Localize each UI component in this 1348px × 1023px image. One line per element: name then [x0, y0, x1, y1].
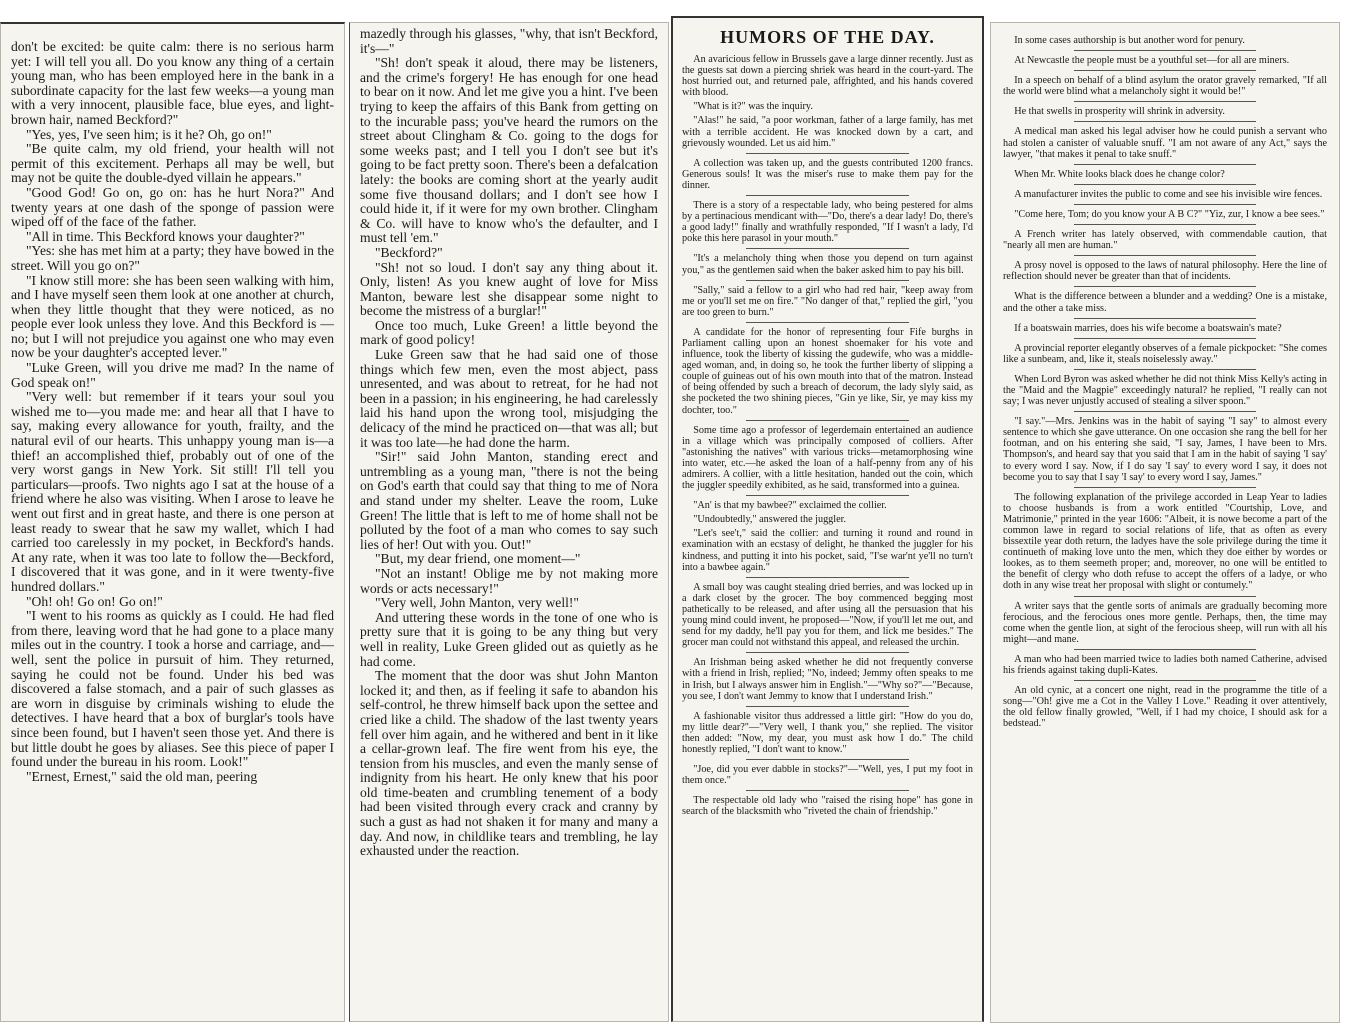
humor-item: An Irishman being asked whether he did not frequently converse with a friend in Irish, replied; "No, indeed; Jemmy often speaks to me in Irish, but I always answer him in English."—"Why so?"—"Because, you see, I don't want Jemmy to know that I understand Irish." [682, 657, 973, 702]
item-divider [1074, 286, 1255, 287]
humor-item: A French writer has lately observed, with commendable caution, that "nearly all men are human." [1003, 229, 1327, 252]
section-title: HUMORS OF THE DAY. [720, 27, 935, 47]
humor-item: A medical man asked his legal adviser how he could punish a servant who had stolen a canister of valuable snuff. "I am not aware of any Act," says the lawyer, "that makes it penal to take snuff." [1003, 126, 1327, 160]
item-divider [1074, 338, 1255, 339]
paragraph: "Luke Green, will you drive me mad? In the name of God speak on!" [11, 360, 334, 390]
humor-item: A fashionable visitor thus addressed a little girl: "How do you do, my little dear?"—"Very well, I thank you," she replied. The visitor then added: "Now, my dear, you must ask how I do." The child honestly replied, "I don't want to know." [682, 710, 973, 755]
paragraph: "Yes, yes, I've seen him; is it he? Oh, go on!" [25, 126, 272, 142]
item-divider [1074, 164, 1255, 165]
item-divider [1074, 101, 1255, 102]
item-divider [1074, 411, 1255, 412]
column-1 [0, 22, 345, 1022]
item-divider [1074, 50, 1255, 51]
humor-item: "Undoubtedly," answered the juggler. [693, 514, 847, 526]
item-divider [746, 495, 909, 496]
humor-item: A small boy was caught stealing dried berries, and was locked up in a dark closet by the grocer. The boy commenced begging most pathetically to be released, and after using all the persuasion that his young mind could invent, he proposed—"Now, if you'll let me out, and send for my daddy, he'll pay you for them, and lick me besides." The grocer man could not withstand this appeal, and released the urchin. [682, 581, 973, 649]
paragraph: "Sir!" said John Manton, standing erect and untrembling as a young man, "there is not the being on God's earth that could say that thing to me of Nora and stand under my shelter. Leave the room, Luke Green! The little that is left to me of home shall not be polluted by the foot of a man who comes to say such lies of her! Out with you. Out!" [360, 449, 658, 552]
humor-item: A writer says that the gentle sorts of animals are gradually becoming more ferocious, and the ferocious ones more gentle. Perhaps, then, the time may come when the gentle lion, at sight of the ferocious sheep, will run with all his might—and mane. [1003, 600, 1327, 645]
humor-item: In a speech on behalf of a blind asylum the orator gravely remarked, "If all the world were blind what a melancholy sight it would be!" [1003, 75, 1327, 98]
humor-item: If a boatswain marries, does his wife become a boatswain's mate? [1014, 322, 1282, 334]
humor-item: A manufacturer invites the public to come and see his invisible wire fences. [1014, 188, 1323, 200]
item-divider [1074, 369, 1255, 370]
item-divider [746, 248, 909, 249]
paragraph: "Sh! don't speak it aloud, there may be listeners, and the crime's forgery! He has enough for one head to bear on it now. And let me give you a hint. I've been trying to keep the affairs of this Bank from getting on to the incurable pass; you've heard the rumors on the street about Clingham & Co. going to the dogs for some weeks past; and I tell you I don't see but it's going to be fact pretty soon. There's been a defalcation lately: the books are coming short at the yearly audit some five thousand dollars; and I don't see how I could hide it, if it were for my own brother. Clingham & Co. will have to know who's the defaulter, and I must tell 'em." [360, 55, 658, 246]
humor-item: Some time ago a professor of legerdemain entertained an audience in a village which was principally composed of colliers. After "astonishing the natives" with various tricks—metamorphosing wine into water, etc.—he asked the loan of a half-penny from any of his admirers. A collier, with a little hesitation, handed out the coin, which the juggler speedily exhibited, as he said, transformed into a guinea. [682, 424, 973, 492]
humor-item: The following explanation of the privilege accorded in Leap Year to ladies to choose husbands is from a work entitled "Courtship, Love, and Matrimonie," printed in the year 1606: "Albeit, it is nowe become a part of the common lawe in regard to social relations of life, that as often as every bissextile year doth return, the ladyes have the sole privilege during the time it continueth of making love unto the men, which they doe either by wordes or lookes, as to them seemeth proper; and, moreover, no one will be entitled to the benefit of clergy who doth refuse to accept the offers of a ladye, or who doth in any wise treat her proposal with slight or contumely." [1003, 491, 1327, 592]
humor-item: An avaricious fellow in Brussels gave a large dinner recently. Just as the guests sat down a piercing shriek was heard in the court-yard. The host hurried out, and returned pale, affrighted, and his hands covered with blood. [682, 54, 974, 99]
humor-item: "I say."—Mrs. Jenkins was in the habit of saying "I say" to almost every sentence to which she gave utterance. On one occasion she rang the bell for her footman, and on his entering she said, "I say, James, I have been to Mrs. Thompson's, and heard say that you said that I am in the habit of saying 'I say' to every word I say. Now, if I do say 'I say' to every word I say, it does not become you to say that I say 'I say' to every word I say, James." [1003, 416, 1327, 483]
paragraph: "Very well: but remember if it tears your soul you wished me to—you made me: and hear all that I have to say, making every allowance for youth, frailty, and the natural evil of our hearts. This unhappy young man is—a thief! an accomplished thief, probably out of one of the very worst gangs in New York. Sit still! I'll tell you particulars—proofs. Two nights ago I sat at the house of a friend where he also was visiting. When I arose to leave he went out first and in great haste, and there is one person at least ready to swear that he saw my wallet, which I had carried too carelessly in my pocket, in Beckford's hands. At any rate, when it was too late to follow the—Beckford, I discovered that it was gone, and in it were twenty-five hundred dollars." [11, 389, 334, 594]
paragraph: "All in time. This Beckford knows your daughter?" [25, 228, 305, 244]
column-4-humors-continued [990, 22, 1340, 1023]
humor-item: What is the difference between a blunder and a wedding? One is a mistake, and the other a take miss. [1003, 291, 1327, 314]
item-divider [746, 759, 909, 760]
item-divider [1074, 204, 1255, 205]
item-divider [746, 280, 909, 281]
paragraph: "Not an instant! Oblige me by not making more words or acts necessary!" [360, 565, 658, 596]
humor-item: At Newcastle the people must be a youthful set—for all are miners. [1014, 55, 1290, 67]
humor-item: A collection was taken up, and the guests contributed 1200 francs. Generous souls! It was the miser's ruse to make them pay for the dinner. [682, 157, 973, 191]
item-divider [746, 790, 909, 791]
humor-item: He that swells in prosperity will shrink in adversity. [1014, 106, 1225, 118]
paragraph: don't be excited: be quite calm: there is no serious harm yet: I will tell you all. Do you know any thing of a certain young man, who has been employed here in the bank in a subordinate capacity for the last few weeks—a young man with a very innocent, plausible face, blue eyes, and light-brown hair, named Beckford?" [11, 39, 334, 127]
paragraph: Once too much, Luke Green! a little beyond the mark of good policy! [360, 317, 658, 348]
paragraph: "Sh! not so loud. I don't say any thing about it. Only, listen! As you knew aught of love for Miss Manton, beware lest she disappear some night to become the mistress of a burglar!" [360, 259, 658, 319]
humor-item: "An' is that my bawbee?" exclaimed the collier. [693, 500, 887, 512]
paragraph: "I went to his rooms as quickly as I could. He had fled from there, leaving word that he had gone to a place many miles out in the country. I took a horse and carriage, and—well, sent the police in pursuit of him. They returned, saying he could not be found. Under his bed was discovered a false stomach, and a pair of such glasses as are worn in disguise by criminals wishing to elude the detectives. I have heard that a box of burglar's tools have since been found, but I haven't seen those yet. And there is but little doubt he goes by aliases. See this piece of paper I found under the bureau in his room. Look!" [11, 608, 334, 770]
item-divider [1074, 649, 1255, 650]
humor-item: "What is it?" was the inquiry. [693, 101, 813, 113]
humor-item: "Joe, did you ever dabble in stocks?"—"Well, yes, I put my foot in them once." [682, 764, 973, 787]
item-divider [746, 706, 909, 707]
paragraph: "I know still more: she has been seen walking with him, and I have myself seen them look at one another at church, when they little thought that they were noticed, as no people ever look unless they love. And this Beckford is —no; but I will not prejudice you against one who may even now be your daughter's accepted lever." [11, 272, 334, 361]
humor-item: A prosy novel is opposed to the laws of natural philosophy. Here the line of reflection should never be greater than that of incidents. [1003, 260, 1327, 283]
item-divider [746, 195, 909, 196]
item-divider [1074, 680, 1255, 681]
item-divider [1074, 487, 1255, 488]
paragraph: The moment that the door was shut John Manton locked it; and then, as if feeling it safe to abandon his self-control, he threw himself back upon the settee and cried like a child. The shadow of the last twenty years fell over him again, and he withered and bent in it like a cellar-grown leaf. The fire went from his eye, the tension from his muscles, and even the manly sense of indignity from his heart. He only knew that his poor old time-beaten and crumbling tenement of a body had been visited through every crack and cranny by such a gust as had not shaken it for many and many a day. And now, in childlike tears and trembling, he lay exhausted under the reaction. [360, 668, 658, 859]
humor-item: A candidate for the honor of representing four Fife burghs in Parliament calling upon an honest shoemaker for his vote and influence, took the liberty of kissing the gudewife, who was a middle-aged woman, and, in doing so, he took the further liberty of slipping a couple of guineas out of his own mouth into that of the matron. Instead of being offended by such a breach of decorum, the lady slyly said, as she pocketed the two shining pieces, "Gin ye like, Sir, ye may kiss my dochter, too." [682, 326, 973, 416]
humor-item: When Lord Byron was asked whether he did not think Miss Kelly's acting in the "Maid and the Magpie" exceedingly natural? he replied, "I really can not say; I was never unjustly accused of stealing a silver spoon." [1003, 373, 1327, 408]
humor-item: "It's a melancholy thing when those you depend on turn against you," as the gentlemen said when the baker asked him to pay his bill. [682, 253, 973, 276]
item-divider [1074, 184, 1255, 185]
paragraph: "Beckford?" [374, 244, 443, 260]
humor-item: "Come here, Tom; do you know your A B C?" "Yiz, zur, I know a bee sees." [1014, 208, 1325, 220]
humor-item: "Let's see't," said the collier: and turning it round and round in examination with an ecstasy of delight, he thanked the juggler for his kindness, and putting it into his pocket, said, "I'se war'nt ye'll no turn't into a bawbee again." [682, 528, 973, 573]
humor-item: "Alas!" he said, "a poor workman, father of a large family, has met with a terrible accident. He was knocked down by a cart, and grievously wounded. Let us aid him." [682, 115, 973, 149]
item-divider [1074, 121, 1255, 122]
column-3-humors [671, 16, 984, 1022]
item-divider [746, 153, 909, 154]
humor-item: The respectable old lady who "raised the rising hope" has gone in search of the blacksmith who "riveted the chain of friendship." [682, 795, 973, 818]
item-divider [1074, 255, 1255, 256]
item-divider [746, 322, 909, 323]
paragraph: "But, my dear friend, one moment—" [374, 551, 581, 567]
paragraph: mazedly through his glasses, "why, that isn't Beckford, it's—" [360, 26, 658, 56]
humor-item: A man who had been married twice to ladies both named Catherine, advised his friends against taking dupli-Kates. [1003, 653, 1327, 677]
paragraph: "Oh! oh! Go on! Go on!" [25, 593, 163, 609]
paragraph: Luke Green saw that he had said one of those things which few men, even the most abject, pass unresented, and was about to retreat, for he had not been in a passion; in his engineering, he had carelessly laid his hand upon the wrong tool, misjudging the delicacy of the mind he practiced on—that was all; but it was too late—he had done the harm. [360, 347, 658, 450]
column-2 [349, 22, 669, 1022]
item-divider [1074, 224, 1255, 225]
item-divider [746, 652, 909, 653]
humor-item: When Mr. White looks black does he change color? [1014, 168, 1225, 180]
paragraph: "Be quite calm, my old friend, your health will not permit of this excitement. Perhaps all may be well, but may not be quite the double-dyed villain he appears." [11, 141, 334, 186]
humor-item: A provincial reporter elegantly observes of a female pickpocket: "She comes like a sunbeam, and, like it, steals noiselessly away." [1003, 342, 1327, 365]
paragraph: "Ernest, Ernest," said the old man, peering [25, 768, 258, 784]
item-divider [1074, 596, 1255, 597]
paragraph: "Good God! Go on, go on: has he hurt Nora?" And twenty years at one dash of the sponge of passion were wiped off of the face of the father. [11, 184, 334, 230]
item-divider [746, 420, 909, 421]
humor-item: An old cynic, at a concert one night, read in the programme the title of a song—"Oh! give me a Cot in the Valley I Love." Reading it over attentively, the old fellow finally growled, "Well, if I had my choice, I should ask for a bedstead." [1003, 685, 1327, 730]
item-divider [1074, 318, 1255, 319]
humor-item: There is a story of a respectable lady, who being pestered for alms by a pertinacious mendicant with—"Do, there's a dear lady! Do, there's a good lady!" finally and wrathfully responded, "If I wasn't a lady, I'd poke this here parasol in your mouth." [682, 200, 973, 245]
humor-item: "Sally," said a fellow to a girl who had red hair, "keep away from me or you'll set me on fire." "No danger of that," replied the girl, "you are too green to burn." [682, 284, 973, 318]
paragraph: And uttering these words in the tone of one who is pretty sure that it is going to be any thing but very well in reality, Luke Green glided out as quietly as he had come. [360, 609, 658, 669]
paragraph: "Yes: she has met him at a party; they have bowed in the street. Will you go on?" [11, 243, 334, 273]
item-divider [1074, 70, 1255, 71]
paragraph: "Very well, John Manton, very well!" [374, 595, 579, 611]
item-divider [746, 577, 909, 578]
humor-item: In some cases authorship is but another word for penury. [1014, 35, 1245, 46]
